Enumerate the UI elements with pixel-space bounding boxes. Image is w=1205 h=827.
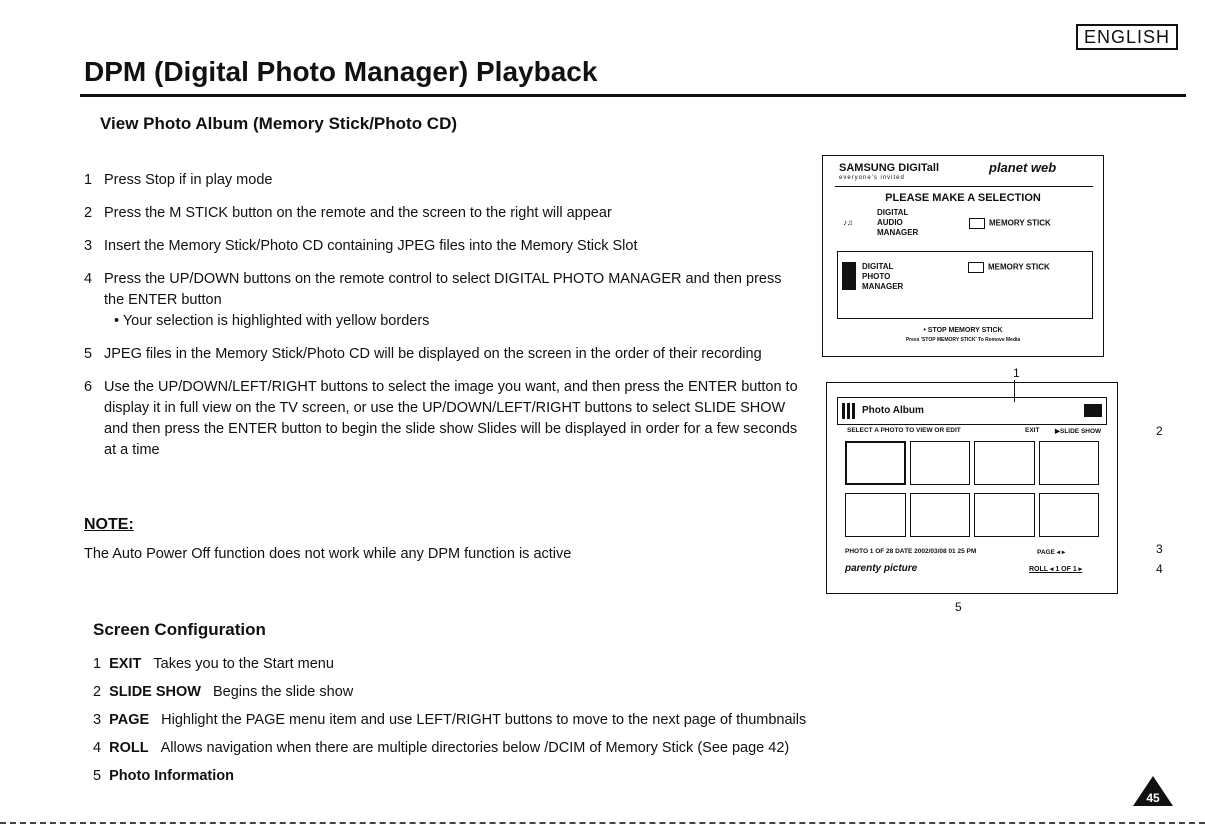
callout-1-leader [1014, 380, 1015, 402]
bottom-divider [0, 822, 1205, 824]
album-header [837, 397, 1107, 425]
album-title: Photo Album [862, 405, 924, 416]
dpm-option-highlight[interactable] [837, 251, 1093, 319]
config-item: 5 Photo Information [93, 768, 234, 784]
memory-stick-option-2[interactable]: MEMORY STICK [968, 262, 1050, 273]
thumbnail[interactable] [1039, 493, 1100, 537]
step-5: 5 JPEG files in the Memory Stick/Photo CD will be displayed on the screen in the order of their recording [84, 346, 762, 362]
callout-5: 5 [955, 600, 962, 614]
page-title: DPM (Digital Photo Manager) Playback [84, 56, 598, 87]
photo-information: PHOTO 1 OF 28 DATE 2002/03/08 01 25 PM [845, 548, 977, 555]
screen-config-list [93, 650, 806, 790]
thumbnail[interactable] [910, 493, 971, 537]
music-notes-icon: ♪♫ [843, 218, 853, 227]
callout-3: 3 [1156, 542, 1163, 556]
stop-hint: Press 'STOP MEMORY STICK' To Remove Media [905, 337, 1021, 343]
config-item: 1 EXIT Takes you to the Start menu [93, 656, 334, 672]
step-4-note: • Your selection is highlighted with yellow borders [114, 313, 430, 329]
language-badge: ENGLISH [1076, 24, 1178, 50]
screen-config-title: Screen Configuration [93, 620, 266, 639]
page-control[interactable]: PAGE ◂ ▸ [1037, 549, 1066, 556]
config-item: 3 PAGE Highlight the PAGE menu item and use LEFT/RIGHT buttons to move to the next page of thumbnails [93, 712, 807, 728]
thumbnail[interactable] [974, 441, 1035, 485]
page-number: 45 [1146, 791, 1160, 805]
divider [835, 186, 1093, 187]
config-item: 2 SLIDE SHOW Begins the slide show [93, 684, 354, 700]
program-logo: parenty picture [845, 563, 918, 574]
section-title: View Photo Album (Memory Stick/Photo CD) [100, 114, 458, 133]
page-number-badge [1132, 775, 1174, 807]
memory-icon [1084, 404, 1102, 417]
note-label: NOTE: [84, 516, 134, 533]
thumbnail[interactable] [1039, 441, 1100, 485]
thumbnail[interactable] [845, 441, 906, 485]
thumbnail[interactable] [974, 493, 1035, 537]
exit-button[interactable]: EXIT [1025, 427, 1040, 434]
step-3: 3 Insert the Memory Stick/Photo CD containing JPEG files into the Memory Stick Slot [84, 238, 638, 254]
brand-tagline: everyone's invited [839, 175, 905, 181]
selection-screen [822, 155, 1104, 357]
thumbnail-grid [845, 441, 1099, 537]
slide-show-button[interactable]: ▶SLIDE SHOW [1055, 428, 1102, 435]
step-4: 4 Press the UP/DOWN buttons on the remote control to select DIGITAL PHOTO MANAGER and then press the ENTER button [84, 271, 782, 308]
step-2: 2 Press the M STICK button on the remote and the screen to the right will appear [84, 205, 612, 221]
dpm-label: DIGITAL PHOTO MANAGER [862, 262, 904, 291]
album-icon [842, 403, 856, 419]
callout-2: 2 [1156, 424, 1163, 438]
memory-stick-icon [968, 262, 984, 273]
memory-stick-option-1[interactable]: MEMORY STICK [969, 218, 1051, 229]
dam-label: DIGITAL AUDIO MANAGER [877, 208, 919, 237]
callout-1: 1 [1013, 366, 1020, 380]
memory-stick-icon [969, 218, 985, 229]
photo-album-screen [826, 382, 1118, 594]
planet-web-logo: planet web [989, 160, 1057, 175]
title-divider [80, 94, 1186, 97]
selection-prompt: PLEASE MAKE A SELECTION [885, 192, 1041, 204]
brand-logo: SAMSUNG DIGITall [839, 162, 940, 174]
config-item: 4 ROLL Allows navigation when there are multiple directories below /DCIM of Memory Stick (See page 42) [93, 740, 790, 756]
callout-4: 4 [1156, 562, 1163, 576]
steps-list [84, 170, 804, 461]
note-text: The Auto Power Off function does not work while any DPM function is active [84, 546, 572, 562]
roll-control[interactable]: ROLL ◂ 1 OF 1 ▸ [1029, 566, 1083, 573]
thumbnail[interactable] [910, 441, 971, 485]
select-instruction: SELECT A PHOTO TO VIEW OR EDIT [847, 427, 961, 434]
step-1: 1 Press Stop if in play mode [84, 172, 273, 188]
photo-icon [842, 262, 856, 290]
stop-memory-stick[interactable]: • STOP MEMORY STICK [923, 327, 1003, 334]
thumbnail[interactable] [845, 493, 906, 537]
step-6: 6 Use the UP/DOWN/LEFT/RIGHT buttons to select the image you want, and then press the ENTER button to display it in full view on the TV screen, or use the UP/DOWN/LEFT/RIGHT buttons to select SLIDE SHOW and then press the ENTER button to begin the slide show Slides will be displayed in order for a few seconds at a time [84, 379, 798, 458]
